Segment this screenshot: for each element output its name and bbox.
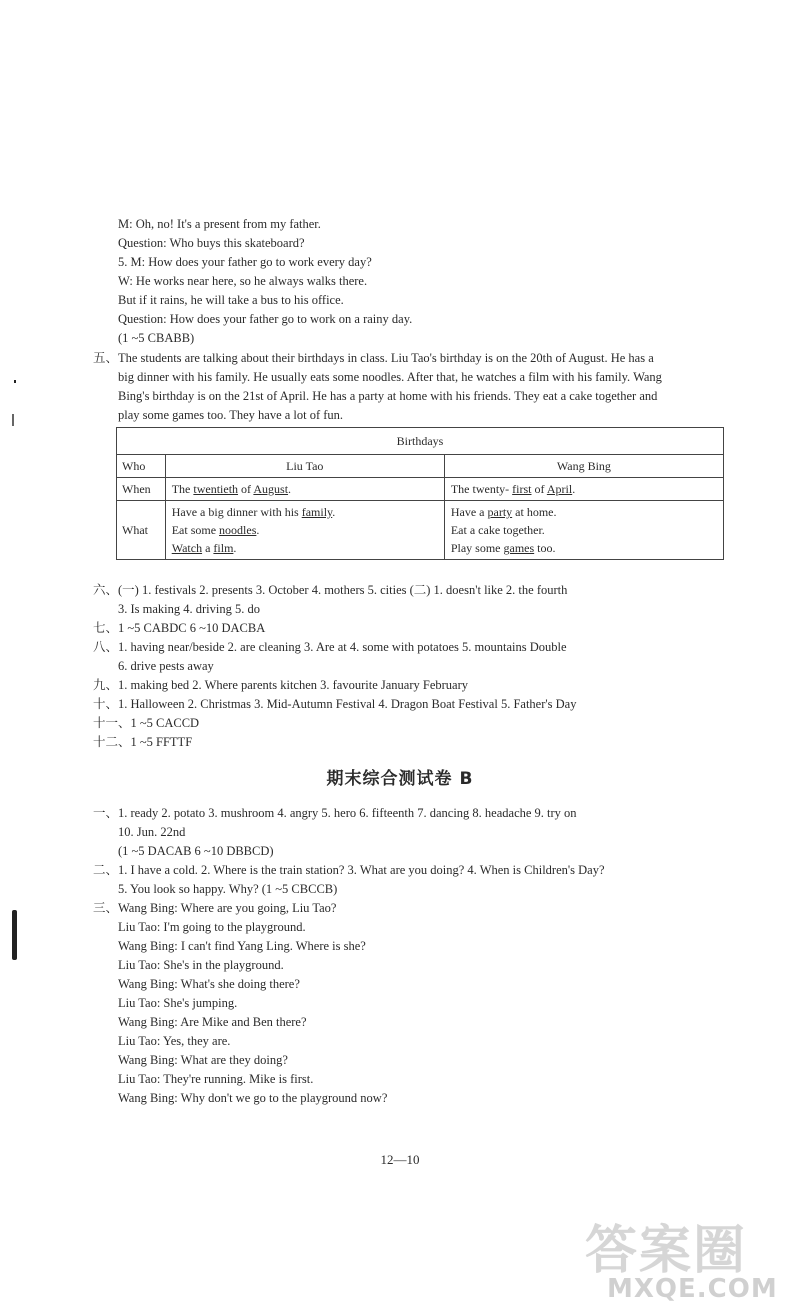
dialogue-line: Question: Who buys this skateboard?: [118, 236, 305, 250]
dialogue-line: 5. M: How does your father go to work every day?: [118, 255, 372, 269]
passage-line: Bing's birthday is on the 21st of April. He has a party at home with his friends. They eat a cake together and: [118, 389, 658, 403]
answer-line: 十一、1 ~5 CACCD: [93, 716, 200, 730]
dialogue-line: Liu Tao: She's jumping.: [118, 996, 238, 1010]
answer-line: 六、(一) 1. festivals 2. presents 3. October 4. mothers 5. cities (二) 1. doesn't like 2. the fourth: [93, 583, 568, 597]
person-wang-bing: Wang Bing: [444, 455, 723, 478]
birthdays-table: [116, 427, 724, 560]
scan-mark: [12, 414, 14, 426]
answer-line: 10. Jun. 22nd: [118, 825, 186, 839]
answer-line: 5. You look so happy. Why? (1 ~5 CBCCB): [118, 882, 338, 896]
row-label-who: Who: [117, 455, 166, 478]
answer-line: 十、1. Halloween 2. Christmas 3. Mid-Autumn Festival 4. Dragon Boat Festival 5. Father's Day: [93, 697, 577, 711]
answer-line: 二、1. I have a cold. 2. Where is the train station? 3. What are you doing? 4. When is Children's Day?: [93, 863, 605, 877]
row-label-what: What: [117, 501, 166, 560]
answer-line: 九、1. making bed 2. Where parents kitchen 3. favourite January February: [93, 678, 469, 692]
dialogue-line: Wang Bing: What's she doing there?: [118, 977, 300, 991]
dialogue-line: Liu Tao: Yes, they are.: [118, 1034, 231, 1048]
dialogue-line: 三、Wang Bing: Where are you going, Liu Tao?: [93, 901, 337, 915]
what-wang-bing: Have a party at home. Eat a cake together. Play some games too.: [444, 501, 723, 560]
answer-line: 七、1 ~5 CABDC 6 ~10 DACBA: [93, 621, 266, 635]
dialogue-line: Wang Bing: Are Mike and Ben there?: [118, 1015, 307, 1029]
answer-line: 6. drive pests away: [118, 659, 214, 673]
dialogue-line: Wang Bing: I can't find Yang Ling. Where is she?: [118, 939, 366, 953]
binding-mark: [12, 910, 17, 960]
passage-line: big dinner with his family. He usually eats some noodles. After that, he watches a film with his family. Wang: [118, 370, 662, 384]
dialogue-line: But if it rains, he will take a bus to his office.: [118, 293, 344, 307]
watermark-logo: [555, 1208, 795, 1308]
person-liu-tao: Liu Tao: [165, 455, 444, 478]
watermark-url: MXQE.COM: [607, 1274, 778, 1304]
table-title: Birthdays: [117, 428, 724, 455]
passage-line: play some games too. They have a lot of fun.: [118, 408, 344, 422]
answer-line: 3. Is making 4. driving 5. do: [118, 602, 261, 616]
scan-mark: [14, 380, 16, 383]
what-liu-tao: Have a big dinner with his family. Eat some noodles. Watch a film.: [165, 501, 444, 560]
when-wang-bing: The twenty- first of April.: [444, 478, 723, 501]
answer-key: (1 ~5 DACAB 6 ~10 DBBCD): [118, 844, 274, 858]
answer-line: 十二、1 ~5 FFTTF: [93, 735, 193, 749]
dialogue-line: Wang Bing: Why don't we go to the playground now?: [118, 1091, 388, 1105]
answer-line: 一、1. ready 2. potato 3. mushroom 4. angry 5. hero 6. fifteenth 7. dancing 8. headache 9. try on: [93, 806, 577, 820]
dialogue-line: Liu Tao: She's in the playground.: [118, 958, 284, 972]
dialogue-line: M: Oh, no! It's a present from my father.: [118, 217, 321, 231]
dialogue-line: Wang Bing: What are they doing?: [118, 1053, 288, 1067]
dialogue-line: Liu Tao: I'm going to the playground.: [118, 920, 306, 934]
dialogue-line: Liu Tao: They're running. Mike is first.: [118, 1072, 314, 1086]
page-number: 12—10: [380, 1152, 420, 1167]
row-label-when: When: [117, 478, 166, 501]
passage-line: 五、The students are talking about their birthdays in class. Liu Tao's birthday is on the 20th of August. He has a: [93, 351, 654, 365]
page-title: 期末综合测试卷 B: [326, 769, 474, 789]
watermark-text: 答案圈: [585, 1221, 748, 1281]
dialogue-line: Question: How does your father go to work on a rainy day.: [118, 312, 413, 326]
dialogue-line: W: He works near here, so he always walks there.: [118, 274, 368, 288]
answer-key: (1 ~5 CBABB): [118, 331, 195, 345]
when-liu-tao: The twentieth of August.: [165, 478, 444, 501]
answer-line: 八、1. having near/beside 2. are cleaning 3. Are at 4. some with potatoes 5. mountains Double: [93, 640, 567, 654]
